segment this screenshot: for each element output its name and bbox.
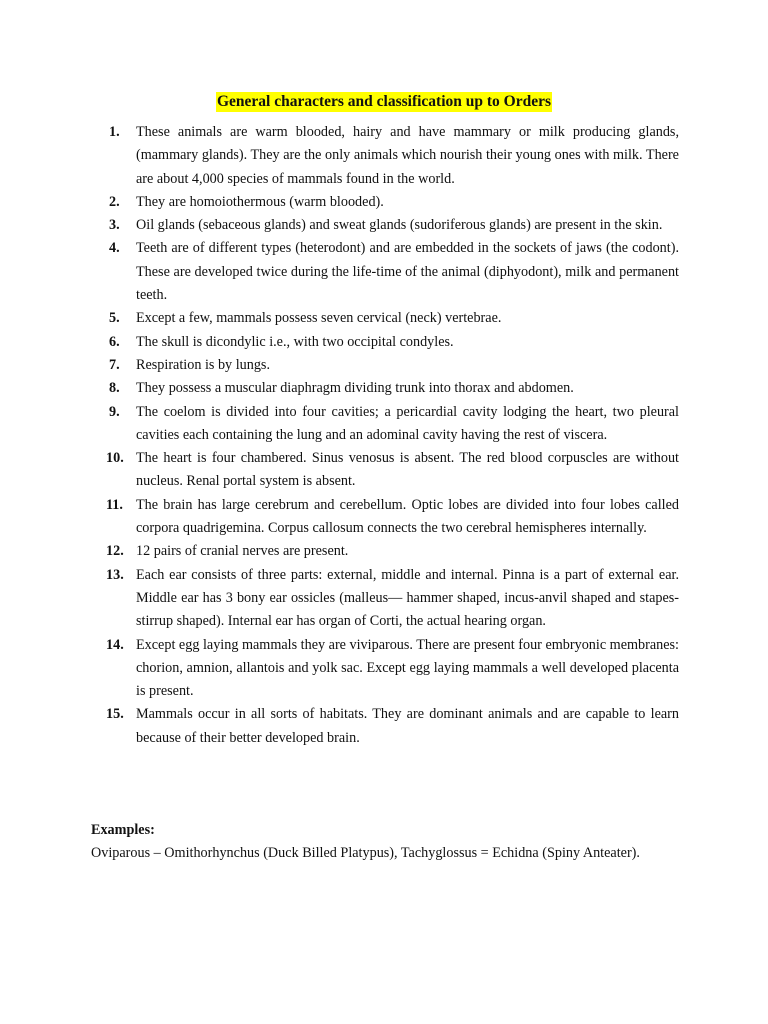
list-item-number: 6. <box>109 333 120 350</box>
list-item <box>109 377 679 400</box>
title-container <box>0 92 768 112</box>
list-item <box>106 634 680 704</box>
list-item-text: The brain has large cerebrum and cerebellum. Optic lobes are divided into four lobes called corpora quadrigemina. Corpus callosum connects the two cerebral hemispheres internally. <box>136 496 679 537</box>
list-item-text: They possess a muscular diaphragm dividing trunk into thorax and abdomen. <box>136 380 574 397</box>
list-item-text: Each ear consists of three parts: external, middle and internal. Pinna is a part of external ear. Middle ear has 3 bony ear ossicles (malleus— hammer shaped, incus-anvil shaped and stapes-stirrup shaped). Internal ear has organ of Corti, the actual hearing organ. <box>136 566 679 630</box>
examples-heading: Examples: <box>91 822 155 838</box>
list-item-text: The skull is dicondylic i.e., with two occipital condyles. <box>136 333 454 350</box>
list-item-number: 7. <box>109 356 120 373</box>
examples-text: Oviparous – Omithorhynchus (Duck Billed Platypus), Tachyglossus = Echidna (Spiny Anteater). <box>91 845 640 861</box>
list-item <box>109 191 679 214</box>
list-item-text: Respiration is by lungs. <box>136 356 270 373</box>
list-item-text: Teeth are of different types (heterodont) and are embedded in the sockets of jaws (the codont). These are developed twice during the life-time of the animal (diphyodont), milk and permanent teeth. <box>136 240 679 304</box>
list-item-text: The heart is four chambered. Sinus venosus is absent. The red blood corpuscles are without nucleus. Renal portal system is absent. <box>136 450 679 490</box>
list-item <box>109 214 679 237</box>
list-item-text: Except a few, mammals possess seven cervical (neck) vertebrae. <box>136 310 502 327</box>
list-item-text: Mammals occur in all sorts of habitats. They are dominant animals and are capable to learn because of their better developed brain. <box>136 706 679 746</box>
list-item-text: 12 pairs of cranial nerves are present. <box>136 543 349 560</box>
list-item-text: They are homoiothermous (warm blooded). <box>136 193 384 210</box>
list-item <box>106 540 679 563</box>
page-title: General characters and classification up to Orders <box>216 93 552 110</box>
list-item-number: 5. <box>109 310 120 327</box>
list-item-text: Oil glands (sebaceous glands) and sweat glands (sudoriferous glands) are present in the skin. <box>136 217 663 234</box>
list-item-number: 8. <box>109 380 120 397</box>
list-item-number: 9. <box>109 403 120 420</box>
list-item-text: These animals are warm blooded, hairy and have mammary or milk producing glands, (mammary glands). They are the only animals which nourish their young ones with milk. There are about 4,000 species of mammals found in the world. <box>136 124 679 187</box>
list-item <box>109 354 679 377</box>
list-item <box>109 331 679 354</box>
list-item <box>109 237 679 307</box>
list-item <box>106 564 679 634</box>
list-item-number: 3. <box>109 217 120 234</box>
list-item <box>109 121 679 191</box>
list-item-number: 4. <box>109 240 120 257</box>
list-item <box>106 494 679 541</box>
list-item-text: The coelom is divided into four cavities; a pericardial cavity lodging the heart, two pleural cavities each containing the lung and an adominal cavity having the rest of viscera. <box>136 403 679 443</box>
characters-list <box>106 121 680 750</box>
list-item-text: Except egg laying mammals they are viviparous. There are present four embryonic membranes: chorion, amnion, allantois and yolk sac. Except egg laying mammals a well developed placenta is present. <box>136 636 680 700</box>
list-item-number: 14. <box>106 636 124 653</box>
list-item <box>109 401 679 448</box>
list-item-number: 13. <box>106 566 124 583</box>
list-item-number: 11. <box>106 496 123 513</box>
list-item-number: 15. <box>106 706 124 723</box>
list-item-number: 2. <box>109 193 120 210</box>
list-item-number: 10. <box>106 450 124 467</box>
list-item <box>106 447 679 494</box>
list-item-number: 1. <box>109 124 120 140</box>
list-item-number: 12. <box>106 543 124 560</box>
list-item <box>106 703 679 750</box>
list-item <box>109 307 679 330</box>
